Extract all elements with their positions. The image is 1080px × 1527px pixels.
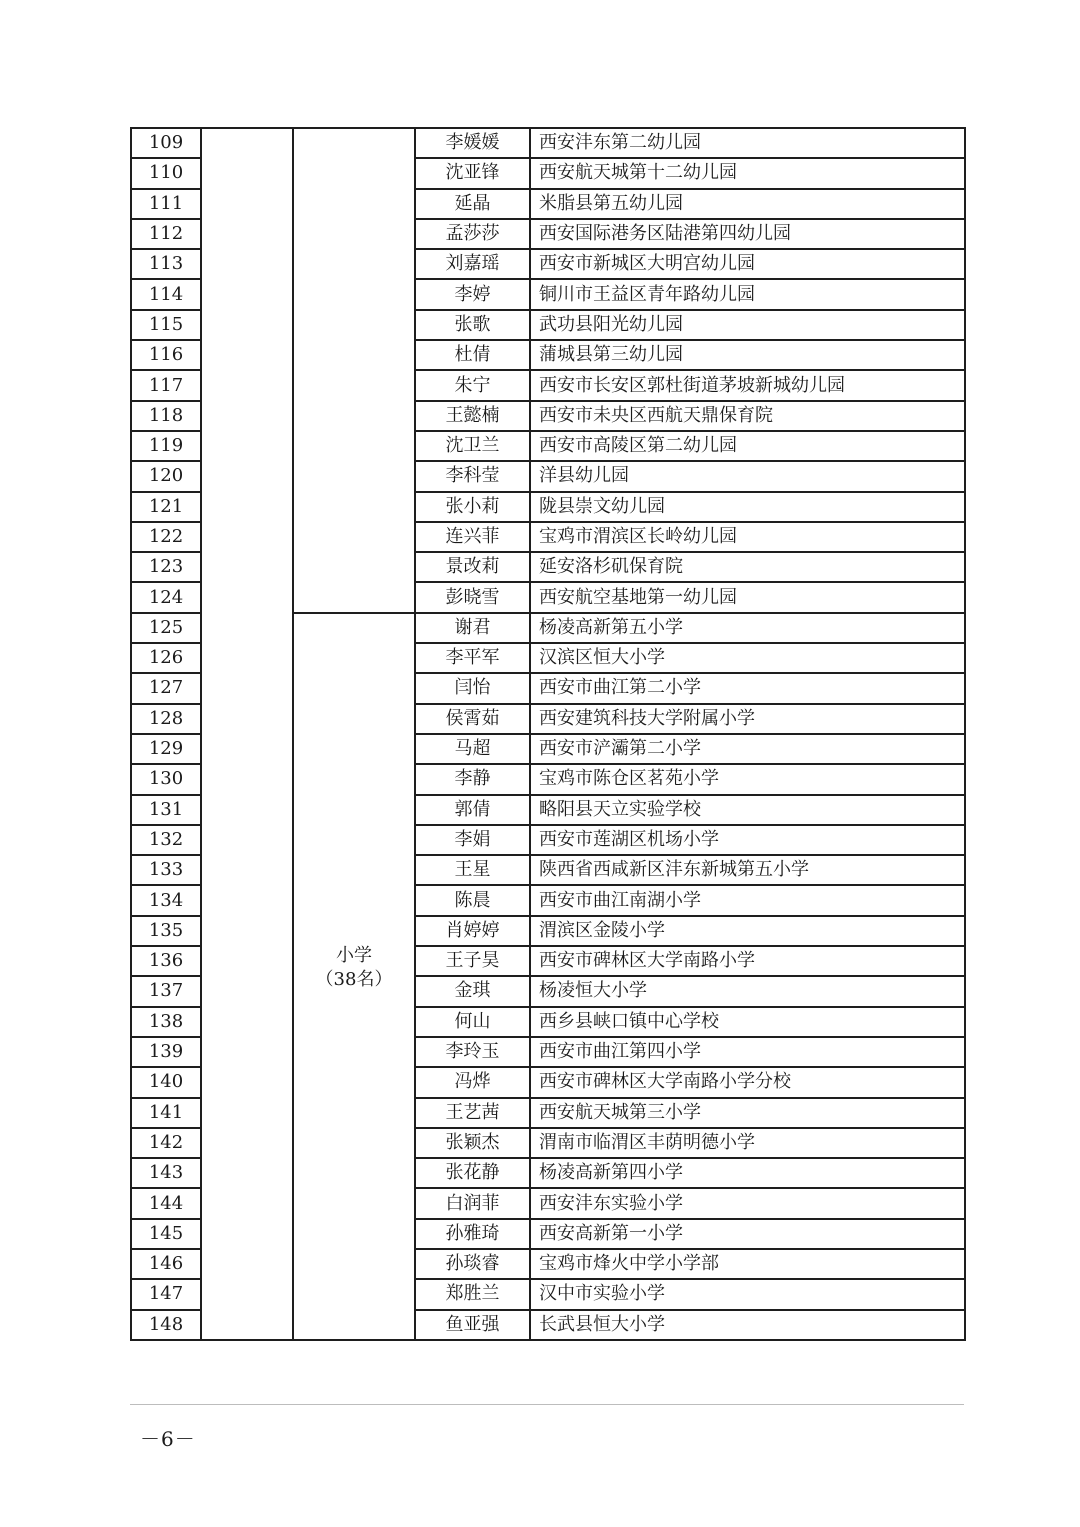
footer-rule xyxy=(130,1404,964,1405)
category-label: 小学 xyxy=(336,944,372,966)
teacher-name: 谢君 xyxy=(415,613,530,643)
row-number: 128 xyxy=(131,704,201,734)
row-number: 126 xyxy=(131,643,201,673)
teacher-name: 王星 xyxy=(415,855,530,885)
school-name: 杨凌高新第四小学 xyxy=(530,1158,965,1188)
teacher-name: 肖婷婷 xyxy=(415,916,530,946)
teacher-name: 延晶 xyxy=(415,189,530,219)
category-kindergarten-cell xyxy=(293,128,415,613)
row-number: 110 xyxy=(131,158,201,188)
school-name: 西安市碑林区大学南路小学 xyxy=(530,946,965,976)
award-level-cell xyxy=(201,128,293,1340)
page-number: －6－ xyxy=(140,1427,196,1451)
teacher-name: 鱼亚强 xyxy=(415,1310,530,1340)
school-name: 陇县崇文幼儿园 xyxy=(530,492,965,522)
school-name: 汉滨区恒大小学 xyxy=(530,643,965,673)
row-number: 112 xyxy=(131,219,201,249)
teacher-name: 王子昊 xyxy=(415,946,530,976)
teacher-name: 李平军 xyxy=(415,643,530,673)
row-number: 121 xyxy=(131,492,201,522)
school-name: 西安市曲江第二小学 xyxy=(530,673,965,703)
school-name: 西安市未央区西航天鼎保育院 xyxy=(530,401,965,431)
school-name: 西安航天城第三小学 xyxy=(530,1098,965,1128)
teacher-name: 闫怡 xyxy=(415,673,530,703)
row-number: 123 xyxy=(131,552,201,582)
row-number: 134 xyxy=(131,885,201,915)
teacher-name: 马超 xyxy=(415,734,530,764)
row-number: 148 xyxy=(131,1310,201,1340)
school-name: 宝鸡市烽火中学小学部 xyxy=(530,1249,965,1279)
school-name: 西安市曲江南湖小学 xyxy=(530,885,965,915)
row-number: 140 xyxy=(131,1067,201,1097)
teacher-name: 王艺茜 xyxy=(415,1098,530,1128)
row-number: 145 xyxy=(131,1219,201,1249)
teacher-name: 孙雅琦 xyxy=(415,1219,530,1249)
school-name: 渭滨区金陵小学 xyxy=(530,916,965,946)
row-number: 133 xyxy=(131,855,201,885)
teacher-name: 刘嘉瑶 xyxy=(415,249,530,279)
row-number: 120 xyxy=(131,461,201,491)
school-name: 西安航天城第十二幼儿园 xyxy=(530,158,965,188)
row-number: 136 xyxy=(131,946,201,976)
row-number: 125 xyxy=(131,613,201,643)
row-number: 111 xyxy=(131,189,201,219)
row-number: 138 xyxy=(131,1007,201,1037)
teacher-name: 李婷 xyxy=(415,279,530,309)
teacher-name: 陈晨 xyxy=(415,885,530,915)
row-number: 116 xyxy=(131,340,201,370)
teacher-name: 侯霄茹 xyxy=(415,704,530,734)
teacher-name: 何山 xyxy=(415,1007,530,1037)
school-name: 西安国际港务区陆港第四幼儿园 xyxy=(530,219,965,249)
teacher-name: 郭倩 xyxy=(415,795,530,825)
teacher-name: 李娟 xyxy=(415,825,530,855)
row-number: 130 xyxy=(131,764,201,794)
teacher-name: 朱宁 xyxy=(415,370,530,400)
teacher-name: 连兴菲 xyxy=(415,522,530,552)
teacher-name: 杜倩 xyxy=(415,340,530,370)
teacher-name: 李玲玉 xyxy=(415,1037,530,1067)
school-name: 西安建筑科技大学附属小学 xyxy=(530,704,965,734)
school-name: 西安沣东实验小学 xyxy=(530,1188,965,1218)
teacher-name: 张花静 xyxy=(415,1158,530,1188)
row-number: 142 xyxy=(131,1128,201,1158)
school-name: 西安市碑林区大学南路小学分校 xyxy=(530,1067,965,1097)
teacher-name: 沈亚锋 xyxy=(415,158,530,188)
school-name: 宝鸡市陈仓区茗苑小学 xyxy=(530,764,965,794)
row-number: 117 xyxy=(131,370,201,400)
teacher-name: 孙琰睿 xyxy=(415,1249,530,1279)
school-name: 西安航空基地第一幼儿园 xyxy=(530,582,965,612)
table-body xyxy=(131,128,965,1340)
teacher-name: 李静 xyxy=(415,764,530,794)
school-name: 洋县幼儿园 xyxy=(530,461,965,491)
row-number: 122 xyxy=(131,522,201,552)
school-name: 西安市浐灞第二小学 xyxy=(530,734,965,764)
teacher-name: 张小莉 xyxy=(415,492,530,522)
teacher-name: 李科莹 xyxy=(415,461,530,491)
row-number: 114 xyxy=(131,279,201,309)
row-number: 146 xyxy=(131,1249,201,1279)
school-name: 西安沣东第二幼儿园 xyxy=(530,128,965,158)
school-name: 蒲城县第三幼儿园 xyxy=(530,340,965,370)
school-name: 铜川市王益区青年路幼儿园 xyxy=(530,279,965,309)
row-number: 131 xyxy=(131,795,201,825)
row-number: 109 xyxy=(131,128,201,158)
teacher-name: 张歌 xyxy=(415,310,530,340)
school-name: 宝鸡市渭滨区长岭幼儿园 xyxy=(530,522,965,552)
school-name: 武功县阳光幼儿园 xyxy=(530,310,965,340)
award-list-table xyxy=(130,127,966,1341)
school-name: 汉中市实验小学 xyxy=(530,1279,965,1309)
teacher-name: 张颖杰 xyxy=(415,1128,530,1158)
category-primary-cell xyxy=(293,613,415,1340)
row-number: 135 xyxy=(131,916,201,946)
school-name: 米脂县第五幼儿园 xyxy=(530,189,965,219)
row-number: 141 xyxy=(131,1098,201,1128)
row-number: 124 xyxy=(131,582,201,612)
school-name: 西安市曲江第四小学 xyxy=(530,1037,965,1067)
table-row xyxy=(131,128,965,158)
teacher-name: 白润菲 xyxy=(415,1188,530,1218)
school-name: 西安市长安区郭杜街道茅坡新城幼儿园 xyxy=(530,370,965,400)
teacher-name: 景改莉 xyxy=(415,552,530,582)
row-number: 113 xyxy=(131,249,201,279)
teacher-name: 金琪 xyxy=(415,976,530,1006)
teacher-name: 彭晓雪 xyxy=(415,582,530,612)
row-number: 127 xyxy=(131,673,201,703)
teacher-name: 王懿楠 xyxy=(415,401,530,431)
school-name: 杨凌高新第五小学 xyxy=(530,613,965,643)
teacher-name: 郑胜兰 xyxy=(415,1279,530,1309)
teacher-name: 李媛媛 xyxy=(415,128,530,158)
teacher-name: 冯烨 xyxy=(415,1067,530,1097)
school-name: 西安高新第一小学 xyxy=(530,1219,965,1249)
category-count: （38名） xyxy=(315,968,393,990)
school-name: 西乡县峡口镇中心学校 xyxy=(530,1007,965,1037)
row-number: 139 xyxy=(131,1037,201,1067)
teacher-name: 沈卫兰 xyxy=(415,431,530,461)
row-number: 115 xyxy=(131,310,201,340)
row-number: 147 xyxy=(131,1279,201,1309)
row-number: 137 xyxy=(131,976,201,1006)
school-name: 西安市莲湖区机场小学 xyxy=(530,825,965,855)
row-number: 129 xyxy=(131,734,201,764)
school-name: 陕西省西咸新区沣东新城第五小学 xyxy=(530,855,965,885)
row-number: 119 xyxy=(131,431,201,461)
row-number: 132 xyxy=(131,825,201,855)
school-name: 杨凌恒大小学 xyxy=(530,976,965,1006)
school-name: 渭南市临渭区丰荫明德小学 xyxy=(530,1128,965,1158)
school-name: 长武县恒大小学 xyxy=(530,1310,965,1340)
school-name: 西安市新城区大明宫幼儿园 xyxy=(530,249,965,279)
row-number: 118 xyxy=(131,401,201,431)
school-name: 延安洛杉矶保育院 xyxy=(530,552,965,582)
teacher-name: 孟莎莎 xyxy=(415,219,530,249)
row-number: 144 xyxy=(131,1188,201,1218)
school-name: 略阳县天立实验学校 xyxy=(530,795,965,825)
school-name: 西安市高陵区第二幼儿园 xyxy=(530,431,965,461)
row-number: 143 xyxy=(131,1158,201,1188)
